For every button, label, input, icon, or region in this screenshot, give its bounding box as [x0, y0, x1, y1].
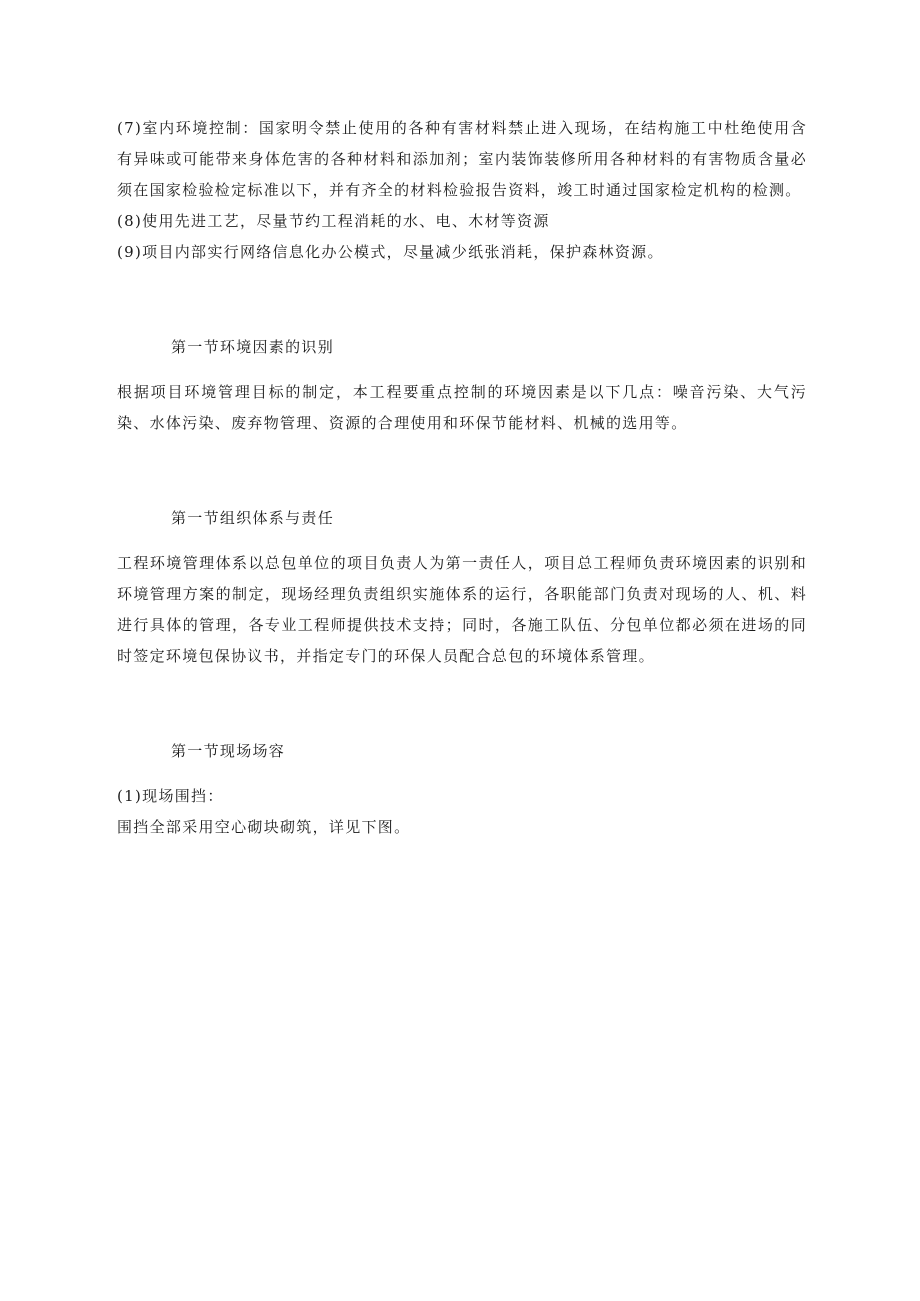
paragraph-item-8: (8)使用先进工艺，尽量节约工程消耗的水、电、木材等资源 — [117, 212, 550, 230]
document-content — [117, 113, 807, 843]
paragraph-item-1-site-fence: (1)现场围挡： — [117, 787, 224, 805]
paragraph-item-7: (7)室内环境控制：国家明令禁止使用的各种有害材料禁止进入现场，在结构施工中杜绝使用含有异味或可能带来身体危害的各种材料和添加剂；室内装饰装修所用各种材料的有害物质含量必须在国家检验检定标准以下，并有齐全的材料检验报告资料，竣工时通过国家检定机构的检测。 — [117, 119, 807, 199]
section-body-environment-factors: 根据项目环境管理目标的制定，本工程要重点控制的环境因素是以下几点：噪音污染、大气污染、水体污染、废弃物管理、资源的合理使用和环保节能材料、机械的选用等。 — [117, 383, 807, 432]
section-heading-site-appearance: 第一节现场场容 — [171, 742, 286, 760]
paragraph-site-fence-body: 围挡全部采用空心砌块砌筑，详见下图。 — [117, 818, 411, 836]
section-heading-environment-factors: 第一节环境因素的识别 — [171, 338, 335, 356]
section-body-organization: 工程环境管理体系以总包单位的项目负责人为第一责任人，项目总工程师负责环境因素的识别和环境管理方案的制定，现场经理负责组织实施体系的运行，各职能部门负责对现场的人、机、料进行具体的管理，各专业工程师提供技术支持；同时，各施工队伍、分包单位都必须在进场的同时签定环境包保协议书，并指定专门的环保人员配合总包的环境体系管理。 — [117, 554, 807, 665]
section-heading-organization: 第一节组织体系与责任 — [171, 509, 335, 527]
paragraph-item-9: (9)项目内部实行网络信息化办公模式，尽量减少纸张消耗，保护森林资源。 — [117, 243, 664, 261]
